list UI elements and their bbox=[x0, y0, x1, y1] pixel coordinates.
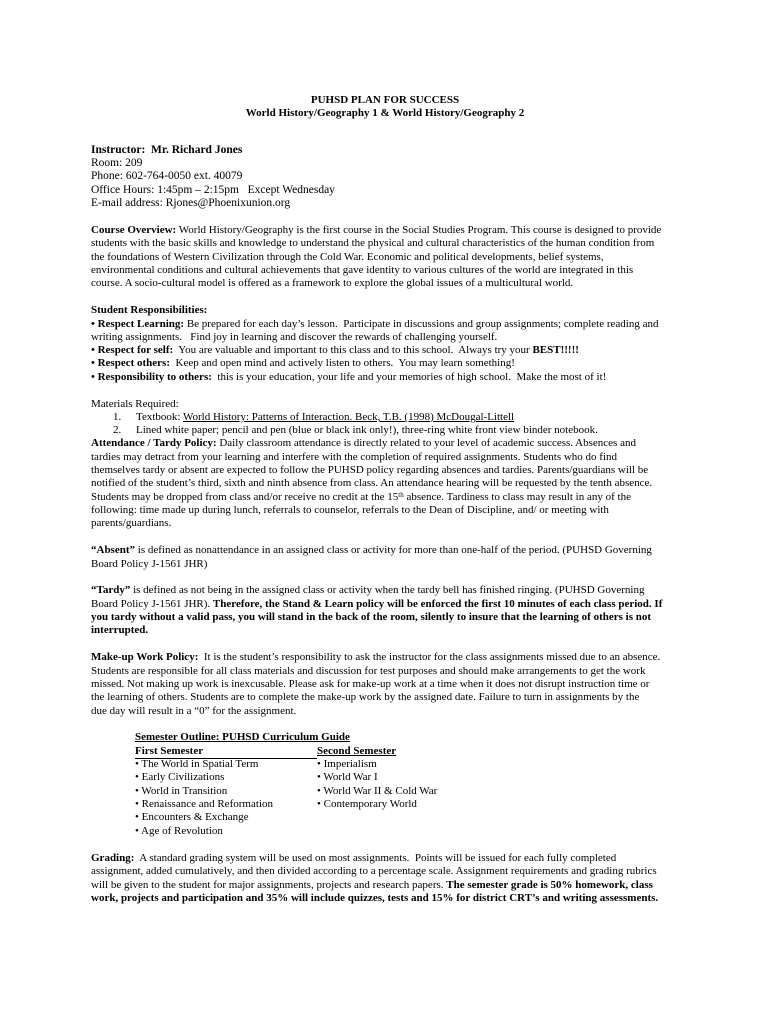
makeup-line-5: due day will result in a “0” for the assignment. bbox=[91, 705, 297, 717]
attendance-line-4: notified of the student’s third, sixth and ninth absence from class. An attendance hearing will be requested by the tenth absence. bbox=[91, 477, 653, 489]
room-line: Room: 209 bbox=[91, 157, 143, 169]
materials-item-2-number: 2. bbox=[113, 424, 122, 436]
first-semester-header: First Semester bbox=[135, 745, 317, 759]
attendance-line-2: tardies may detract from your learning and interfere with the completion of required assignments. Students who do find bbox=[91, 451, 618, 463]
first-semester-item: • Encounters & Exchange bbox=[135, 811, 249, 823]
responsibility-others-line: • Responsibility to others: this is your education, your life and your memories of high school. Make the most of it! bbox=[91, 371, 607, 383]
first-semester-item: • World in Transition bbox=[135, 785, 228, 797]
second-semester-item: • Imperialism bbox=[317, 758, 377, 770]
grading-label: Grading: bbox=[91, 852, 135, 864]
instructor-name: Mr. Richard Jones bbox=[151, 144, 243, 156]
makeup-line-2: Students are responsible for all class materials and discussion for test purposes and should make arrangements to get the work bbox=[91, 665, 646, 677]
grading-line-1: Grading: A standard grading system will be used on most assignments. Points will be issued for each fully completed bbox=[91, 852, 617, 864]
makeup-line-3: missed. Not making up work is inexcusable. Please ask for make-up work at a time when it does not disrupt instruction time or bbox=[91, 678, 650, 690]
respect-learning-line: • Respect Learning: Be prepared for each day’s lesson. Participate in discussions and group assignments; complete reading and bbox=[91, 318, 659, 330]
materials-item-2: Lined white paper; pencil and pen (blue or black ink only!), three-ring white front view binder notebook. bbox=[136, 424, 598, 436]
office-hours-line: Office Hours: 1:45pm – 2:15pm Except Wednesday bbox=[91, 184, 335, 196]
tardy-line-3: you tardy without a valid pass, you will stand in the back of the room, silently to insure that the learning of others is not bbox=[91, 611, 652, 623]
overview-label: Course Overview: bbox=[91, 224, 177, 236]
respect-self-line: • Respect for self: You are valuable and important to this class and to this school. Always try your BEST!!!!! bbox=[91, 344, 579, 356]
tardy-label: “Tardy” bbox=[91, 584, 131, 596]
absent-line-1: “Absent” is defined as nonattendance in an assigned class or activity for more than one-half of the period. (PUHSD Governing bbox=[91, 544, 652, 556]
respect-learning-line-2: writing assignments. Find joy in learning and discover the rewards of challenging yourself. bbox=[91, 331, 498, 343]
absent-label: “Absent” bbox=[91, 544, 136, 556]
outline-title: Semester Outline: PUHSD Curriculum Guide bbox=[135, 731, 350, 743]
materials-heading: Materials Required: bbox=[91, 398, 179, 410]
tardy-line-2: Board Policy J-1561 JHR). Therefore, the Stand & Learn policy will be enforced the first 10 minutes of each class period. If bbox=[91, 598, 663, 610]
makeup-label: Make-up Work Policy: bbox=[91, 651, 199, 663]
overview-line-3: the foundations of Western Civilization through the Cold War. Economic and political developments, belief systems, bbox=[91, 251, 604, 263]
makeup-line-4: the learning of others. Students are to complete the make-up work by the assigned date. Failure to turn in assignments by the bbox=[91, 691, 640, 703]
overview-line-2: students with the basic skills and knowledge to understand the physical and cultural characteristics of the human condition from bbox=[91, 237, 655, 249]
absent-line-2: Board Policy J-1561 JHR) bbox=[91, 558, 208, 570]
overview-line-5: course. A socio-cultural model is offered as a framework to explore the global issues of a multicultural world. bbox=[91, 277, 574, 289]
attendance-line-5: Students may be dropped from class and/or receive no credit at the 15th absence. Tardiness to class may result in any of the bbox=[91, 491, 631, 503]
second-semester-header: Second Semester bbox=[317, 745, 397, 757]
attendance-line-1: Attendance / Tardy Policy: Daily classroom attendance is directly related to your level of academic success. Absences and bbox=[91, 437, 636, 449]
attendance-label: Attendance / Tardy Policy: bbox=[91, 437, 217, 449]
materials-item-1-number: 1. bbox=[113, 411, 122, 423]
attendance-line-3: themselves tardy or absent are expected to follow the PUHSD policy regarding absences and tardies. Parents/guardians will be bbox=[91, 464, 649, 476]
attendance-line-7: parents/guardians. bbox=[91, 517, 172, 529]
instructor-line bbox=[91, 144, 242, 157]
tardy-line-1: “Tardy” is defined as not being in the assigned class or activity when the tardy bell has finished ringing. (PUHSD Governing bbox=[91, 584, 645, 596]
second-semester-item: • Contemporary World bbox=[317, 798, 417, 810]
first-semester-item: • Early Civilizations bbox=[135, 771, 225, 783]
tardy-line-4: interrupted. bbox=[91, 624, 149, 636]
document-title: PUHSD PLAN FOR SUCCESS bbox=[310, 94, 460, 106]
first-semester-item: • Renaissance and Reformation bbox=[135, 798, 273, 810]
first-semester-item: • Age of Revolution bbox=[135, 825, 223, 837]
email-line: E-mail address: Rjones@Phoenixunion.org bbox=[91, 197, 291, 209]
grading-line-4: work, projects and participation and 35% will include quizzes, tests and 15% for district CRT’s and writing assessments. bbox=[91, 892, 659, 904]
materials-item-1: Textbook: World History: Patterns of Interaction. Beck, T.B. (1998) McDougal-Littell bbox=[136, 411, 515, 423]
attendance-line-6: following: time made up during lunch, referrals to counselor, referrals to the Dean of Discipline, and/ or meeting with bbox=[91, 504, 609, 516]
instructor-label: Instructor: bbox=[91, 144, 146, 156]
second-semester-item: • World War I bbox=[317, 771, 378, 783]
textbook-title: World History: Patterns of Interaction. Beck, T.B. (1998) McDougal-Littell bbox=[183, 411, 515, 423]
respect-others-line: • Respect others: Keep and open mind and actively listen to others. You may learn something! bbox=[91, 357, 515, 369]
document-subtitle: World History/Geography 1 & World History/Geography 2 bbox=[245, 107, 525, 119]
phone-line: Phone: 602-764-0050 ext. 40079 bbox=[91, 170, 243, 182]
overview-line-4: environmental conditions and cultural achievements that gave identity to various cultures of the world are integrated in this bbox=[91, 264, 634, 276]
second-semester-item: • World War II & Cold War bbox=[317, 785, 438, 797]
makeup-line-1: Make-up Work Policy: It is the student’s responsibility to ask the instructor for the class assignments missed due to an absence. bbox=[91, 651, 661, 663]
first-semester-item: • The World in Spatial Term bbox=[135, 758, 259, 770]
grading-line-2: assignment, added cumulatively, and then divided according to a percentage scale. Assignment requirements and grading rubrics bbox=[91, 865, 657, 877]
grading-line-3: will be given to the student for major assignments, projects and research papers. The semester grade is 50% homework, class bbox=[91, 879, 653, 891]
overview-line-1: Course Overview: World History/Geography is the first course in the Social Studies Program. This course is designed to provide bbox=[91, 224, 662, 236]
responsibilities-heading: Student Responsibilities: bbox=[91, 304, 208, 316]
